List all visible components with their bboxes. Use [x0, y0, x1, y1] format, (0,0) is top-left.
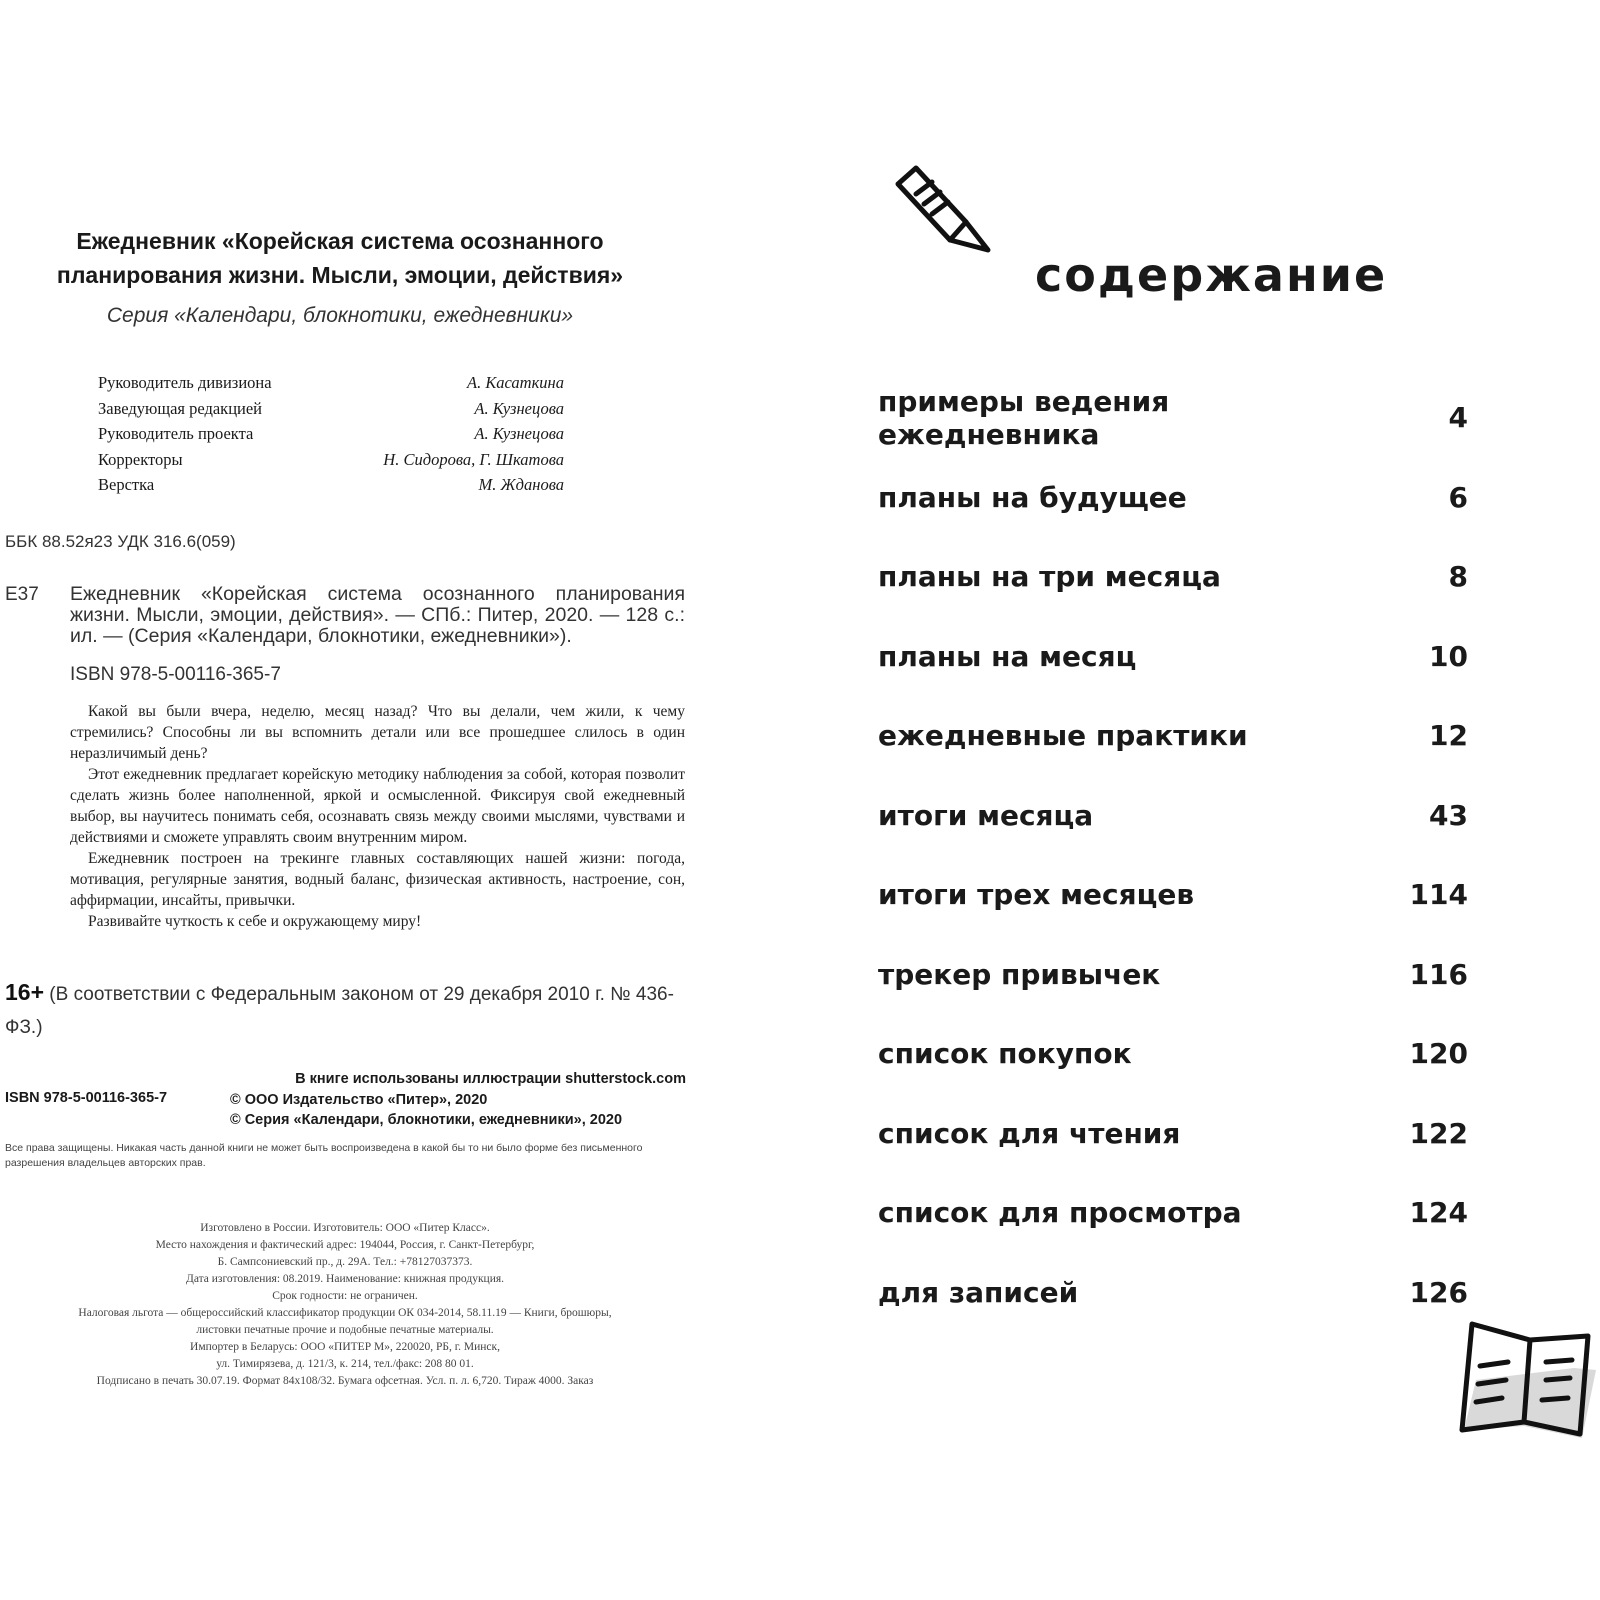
staff-role: Руководитель дивизиона [98, 373, 272, 392]
staff-name: М. Жданова [478, 475, 564, 494]
toc-label: ежедневные практики [878, 719, 1248, 753]
toc-label: для записей [878, 1275, 1079, 1309]
bibliographic-record: Ежедневник «Корейская система осознанного планирования жизни. Мысли, эмоции, действия». — СПб.: Питер, 2020. — 128 с.: ил. — (Серия «Календари, блокнотики, ежедневники»). [70, 583, 685, 647]
toc-item[interactable] [878, 935, 1468, 1015]
toc-page-number: 116 [1409, 957, 1468, 991]
annotation-paragraph: Ежедневник построен на трекинге главных составляющих нашей жизни: погода, мотивация, регулярные занятия, водный баланс, физическая активность, настроение, сон, аффирмации, инсайты, привычки. [70, 850, 685, 909]
staff-name: Н. Сидорова, Г. Шкатова [383, 449, 564, 469]
toc-page-number: 10 [1429, 639, 1468, 673]
toc-item[interactable] [878, 1014, 1468, 1094]
toc-item[interactable] [878, 696, 1468, 776]
age-rating: 16+ [5, 979, 45, 1005]
imprint-line: ул. Тимирязева, д. 121/3, к. 214, тел./факс: 208 80 01. [216, 1358, 474, 1370]
toc-item[interactable] [878, 776, 1468, 856]
copyright-series: © Серия «Календари, блокнотики, ежедневники», 2020 [230, 1112, 623, 1128]
copyright-block [230, 1090, 622, 1130]
staff-name: А. Касаткина [466, 373, 564, 392]
staff-name: А. Кузнецова [474, 398, 564, 418]
isbn-line: ISBN 978-5-00116-365-7 [70, 664, 281, 685]
annotation-paragraph: Этот ежедневник предлагает корейскую методику наблюдения за собой, которая позволит сделать жизнь более наполненной, яркой и осмысленной. Фиксируя свой ежедневный выбор, вы научитесь понимать себя, осознавать связь между своими мыслями, чувствами и действиями и сможете управлять своим внутренним миром. [70, 766, 685, 846]
illustrations-credit: В книге использованы иллюстрации shutterstock.com [295, 1071, 686, 1087]
toc-item[interactable] [878, 855, 1468, 935]
imprint-line: Место нахождения и фактический адрес: 194044, Россия, г. Санкт-Петербург, [155, 1239, 535, 1251]
toc-page-number: 8 [1448, 560, 1468, 594]
toc-page-number: 6 [1448, 480, 1468, 514]
toc-label: трекер привычек [878, 957, 1161, 991]
toc-title: содержание [1035, 248, 1388, 302]
age-rating-block [5, 976, 690, 1044]
imprint-line: Подписано в печать 30.07.19. Формат 84х108/32. Бумага офсетная. Усл. п. л. 6,720. Тираж 4000. Заказ [96, 1375, 594, 1387]
toc-item[interactable] [878, 617, 1468, 697]
staff-row [98, 447, 564, 473]
toc-label: список для просмотра [878, 1196, 1242, 1230]
staff-row [98, 370, 564, 396]
imprint-line: Импортер в Беларусь: ООО «ПИТЕР М», 220020, РБ, г. Минск, [190, 1341, 500, 1353]
toc-label: примеры ведения ежедневника [878, 384, 1170, 451]
production-imprint [5, 1220, 685, 1390]
toc-item[interactable] [878, 458, 1468, 538]
open-book-icon [1450, 1318, 1600, 1442]
imprint-line: листовки печатные прочие и подобные печатные материалы. [196, 1324, 494, 1336]
staff-name: А. Кузнецова [474, 424, 564, 443]
toc-item[interactable] [878, 537, 1468, 617]
imprint-line: Налоговая льгота — общероссийский классификатор продукции ОК 034-2014, 58.11.19 — Книги, брошюры, [78, 1307, 612, 1319]
toc-page-number: 120 [1409, 1037, 1468, 1071]
staff-role: Верстка [98, 475, 155, 494]
staff-row [98, 421, 564, 447]
toc-page-number: 114 [1409, 878, 1468, 912]
toc-label: планы на будущее [878, 480, 1187, 514]
toc-page-number: 4 [1448, 401, 1468, 435]
staff-role: Заведующая редакцией [98, 398, 263, 418]
staff-role: Корректоры [98, 449, 183, 469]
staff-credits [98, 370, 564, 498]
imprint-line: Дата изготовления: 08.2019. Наименование: книжная продукция. [185, 1273, 505, 1285]
imprint-line: Срок годности: не ограничен. [272, 1290, 418, 1302]
toc-page-number: 124 [1409, 1196, 1468, 1230]
annotation [70, 701, 685, 932]
annotation-paragraph: Какой вы были вчера, неделю, месяц назад? Что вы делали, чем жили, к чему стремились? Способны ли вы вспомнить детали или все прошедшее слилось в один неразличимый день? [70, 703, 685, 762]
toc-label: список покупок [878, 1037, 1132, 1071]
staff-row [98, 472, 564, 498]
series-name: Серия «Календари, блокнотики, ежедневники» [106, 304, 574, 327]
toc-page-number: 126 [1409, 1275, 1468, 1309]
toc-page-number: 122 [1409, 1116, 1468, 1150]
toc-label: планы на три месяца [878, 560, 1221, 594]
toc-item[interactable] [878, 378, 1468, 458]
isbn-bottom: ISBN 978-5-00116-365-7 [5, 1090, 168, 1106]
rights-notice: Все права защищены. Никакая часть данной книги не может быть воспроизведена в какой бы то ни было форме без письменного разрешения владельцев авторских прав. [5, 1142, 643, 1169]
classification-codes: ББК 88.52я23 УДК 316.6(059) [5, 532, 236, 551]
pencil-icon [888, 164, 998, 264]
staff-row [98, 396, 564, 422]
age-note: (В соответствии с Федеральным законом от 29 декабря 2010 г. № 436-ФЗ.) [5, 984, 674, 1038]
toc-page-number: 12 [1429, 719, 1468, 753]
toc-item[interactable] [878, 1253, 1468, 1333]
table-of-contents [878, 378, 1468, 1332]
toc-page-number: 43 [1429, 798, 1468, 832]
toc-label: итоги месяца [878, 798, 1094, 832]
annotation-paragraph: Развивайте чуткость к себе и окружающему миру! [88, 913, 422, 930]
toc-item[interactable] [878, 1173, 1468, 1253]
toc-label: итоги трех месяцев [878, 878, 1195, 912]
toc-item[interactable] [878, 1094, 1468, 1174]
book-title: Ежедневник «Корейская система осознанного планирования жизни. Мысли, эмоции, действия» [56, 228, 624, 288]
copyright-publisher: © ООО Издательство «Питер», 2020 [230, 1092, 488, 1108]
staff-role: Руководитель проекта [98, 424, 254, 443]
toc-label: список для чтения [878, 1116, 1181, 1150]
toc-label: планы на месяц [878, 639, 1137, 673]
imprint-page [0, 0, 700, 1600]
imprint-line: Б. Сампсониевский пр., д. 29А. Тел.: +78127037373. [217, 1256, 473, 1268]
imprint-line: Изготовлено в России. Изготовитель: ООО «Питер Класс». [200, 1222, 490, 1234]
catalog-index: Е37 [5, 584, 39, 605]
